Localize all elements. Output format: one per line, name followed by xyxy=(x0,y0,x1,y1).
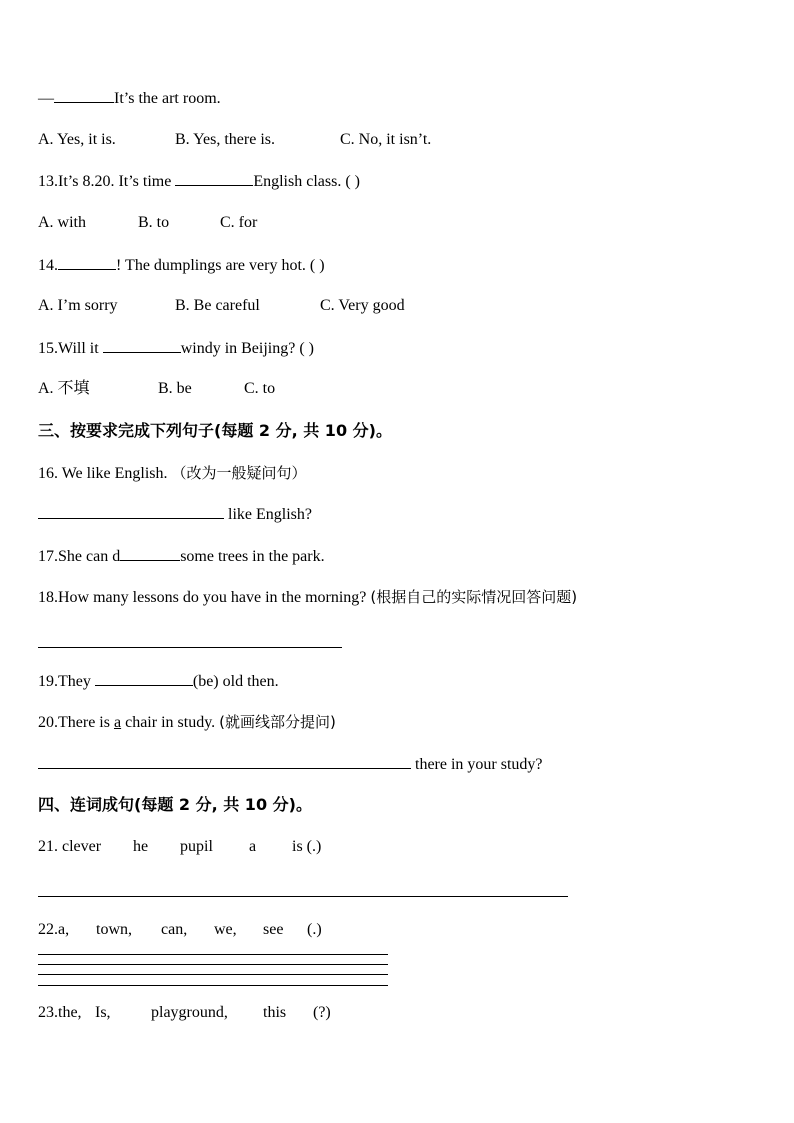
q14-blank[interactable] xyxy=(58,255,116,270)
q14-options xyxy=(38,296,405,316)
q23-word: playground, xyxy=(151,1004,228,1021)
q12-text: It’s the art room. xyxy=(114,90,221,107)
q21-answer-line[interactable] xyxy=(38,896,568,897)
q22-word: can, xyxy=(161,921,188,938)
q15-options xyxy=(38,379,275,399)
q16-answer-line xyxy=(38,504,312,525)
q12-blank[interactable] xyxy=(54,88,114,103)
q21-word: is (.) xyxy=(292,838,322,855)
q22-word: (.) xyxy=(307,921,322,938)
q21-word: 21. clever xyxy=(38,838,102,855)
q16-text: 16. We like English. xyxy=(38,465,172,482)
q14-option-b[interactable]: B. Be careful xyxy=(175,297,260,314)
q23-words xyxy=(38,1003,331,1023)
q13-option-c[interactable]: C. for xyxy=(220,214,258,231)
q21-word: pupil xyxy=(180,838,213,855)
q22-answer-line-4[interactable] xyxy=(38,985,388,986)
section-4-heading: 四、连词成句(每题 2 分, 共 10 分)。 xyxy=(38,795,312,814)
q18-text: 18.How many lessons do you have in the morning? xyxy=(38,589,371,606)
q14-option-c[interactable]: C. Very good xyxy=(320,297,405,314)
q17-stem xyxy=(38,546,325,567)
q19-suffix: (be) old then. xyxy=(192,673,279,690)
q19-prefix: 19.They xyxy=(38,673,95,690)
q20-blank[interactable] xyxy=(38,754,411,769)
q14-option-a[interactable]: A. I’m sorry xyxy=(38,297,118,314)
q18-instruction: (根据自己的实际情况回答问题) xyxy=(370,588,578,606)
q16-stem xyxy=(38,463,307,484)
q16-answer-suffix: like English? xyxy=(224,506,312,523)
q13-prefix: 13.It’s 8.20. It’s time xyxy=(38,173,176,190)
q22-word: 22.a, xyxy=(38,921,70,938)
q23-word: (?) xyxy=(313,1004,331,1021)
q15-stem xyxy=(38,338,314,359)
q16-blank[interactable] xyxy=(38,504,224,519)
q23-word: this xyxy=(263,1004,287,1021)
q17-blank[interactable] xyxy=(120,546,180,561)
q13-option-a[interactable]: A. with xyxy=(38,214,86,231)
q20-underlined-word: a xyxy=(113,714,122,731)
q13-blank[interactable] xyxy=(175,171,253,186)
q18-stem xyxy=(38,587,577,608)
q19-stem xyxy=(38,671,279,692)
q14-prefix: 14. xyxy=(38,257,58,274)
q15-option-c[interactable]: C. to xyxy=(244,380,276,397)
q12-options xyxy=(38,130,431,150)
q23-word: 23.the, xyxy=(38,1004,82,1021)
q20-stem xyxy=(38,712,336,733)
q17-prefix: 17.She can d xyxy=(38,548,121,565)
q12-option-b[interactable]: B. Yes, there is. xyxy=(175,131,276,148)
q20-answer-line xyxy=(38,754,543,775)
q13-stem xyxy=(38,171,360,192)
q22-word: we, xyxy=(214,921,237,938)
q15-blank[interactable] xyxy=(103,338,181,353)
q15-option-a[interactable]: A. 不填 xyxy=(38,380,90,397)
q20-prefix: 20.There is xyxy=(38,714,114,731)
q14-suffix: ! The dumplings are very hot. ( ) xyxy=(116,257,325,274)
q22-answer-line-1[interactable] xyxy=(38,954,388,955)
q17-suffix: some trees in the park. xyxy=(180,548,325,565)
q12-stem xyxy=(38,88,221,109)
q12-option-c[interactable]: C. No, it isn’t. xyxy=(340,131,432,148)
q15-suffix: windy in Beijing? ( ) xyxy=(180,340,314,357)
q22-word: town, xyxy=(96,921,132,938)
q20-answer-suffix: there in your study? xyxy=(411,756,543,773)
q15-option-b[interactable]: B. be xyxy=(158,380,192,397)
q13-option-b[interactable]: B. to xyxy=(138,214,170,231)
q22-answer-line-3[interactable] xyxy=(38,974,388,975)
q20-middle: chair in study. xyxy=(121,714,220,731)
q22-answer-line-2[interactable] xyxy=(38,964,388,965)
q23-word: Is, xyxy=(95,1004,111,1021)
q12-option-a[interactable]: A. Yes, it is. xyxy=(38,131,116,148)
q19-blank[interactable] xyxy=(95,671,193,686)
q12-dash: — xyxy=(38,90,54,107)
q15-prefix: 15.Will it xyxy=(38,340,103,357)
q13-options xyxy=(38,213,257,233)
q20-instruction: (就画线部分提问) xyxy=(219,713,336,731)
q21-words xyxy=(38,837,321,857)
q18-answer-line[interactable] xyxy=(38,647,342,648)
section-3-heading: 三、按要求完成下列句子(每题 2 分, 共 10 分)。 xyxy=(38,421,392,440)
q22-word: see xyxy=(263,921,284,938)
q16-instruction: （改为一般疑问句） xyxy=(171,464,307,482)
q21-word: he xyxy=(133,838,149,855)
q13-suffix: English class. ( ) xyxy=(253,173,360,190)
q21-word: a xyxy=(249,838,257,855)
q14-stem xyxy=(38,255,325,276)
q22-words xyxy=(38,920,322,940)
